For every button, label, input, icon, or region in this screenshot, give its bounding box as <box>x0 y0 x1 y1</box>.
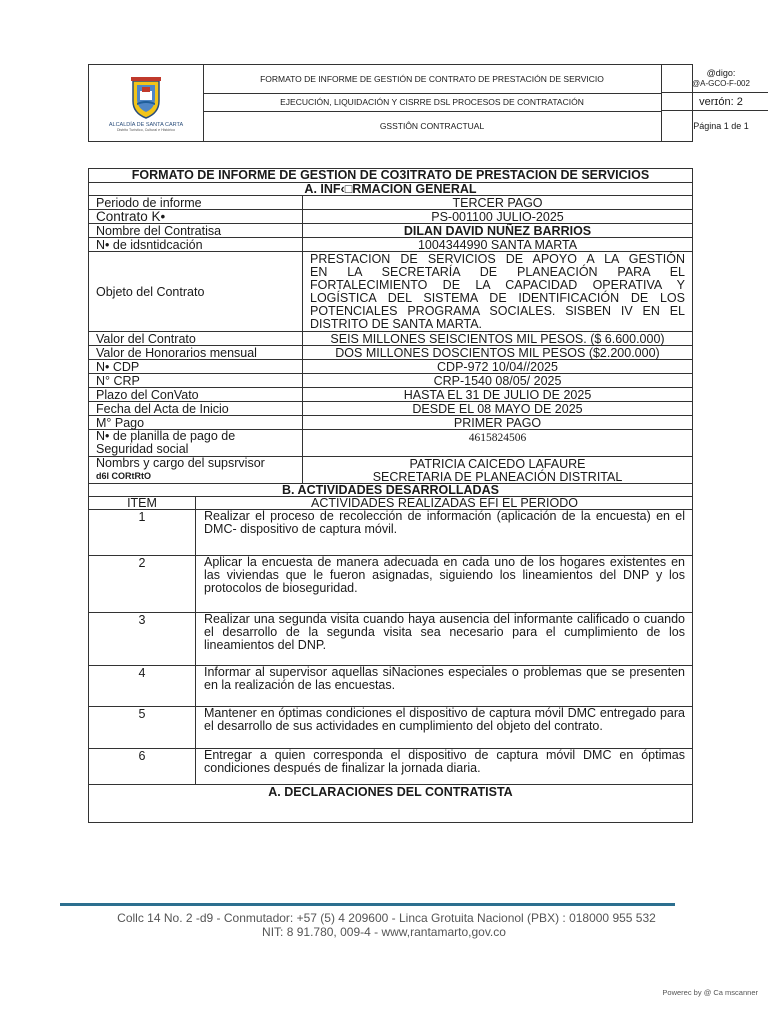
format-title: FORMATO DE INFORME DE GESTIÓN DE CONTRATO DE PRESTACIÓN DE SERVICIO <box>260 74 604 84</box>
logo-name: ALCALDÍA DE SANTA CARTA <box>108 122 184 128</box>
field-value: PS-001100 JULIO-2025 <box>431 209 564 224</box>
logo-cell <box>89 65 204 141</box>
field-row <box>89 346 692 360</box>
planilla-row <box>89 430 692 457</box>
activity-row <box>89 510 692 556</box>
field-row <box>89 210 692 224</box>
field-row <box>89 238 692 252</box>
field-value: CRP-1540 08/05/ 2025 <box>433 373 562 388</box>
field-value: 1004344990 SANTA MARTA <box>417 237 578 252</box>
field-label: Periodo de informe <box>89 196 303 209</box>
objeto-line: FORTALECIMIENTO DE LA CAPACIDAD OPERATIVA Y <box>310 278 685 292</box>
field-label: N• CDP <box>89 360 303 373</box>
declaraciones-row <box>89 785 692 822</box>
footer-address: Collc 14 No. 2 -d9 - Conmutador: +57 (5) 4 209600 - Linca Grotuita Nacionol (PBX) : 018000 955 532 <box>117 911 656 925</box>
activity-text: Aplicar la encuesta de manera adecuada en cada uno de los hogares existentes en las viviendas que le fueron asignadas, siguiendo los lineamientos del DNP y los protocolos de bioseguridad. <box>204 555 685 595</box>
planilla-value: 4615824506 <box>468 432 527 444</box>
supervisor-label <box>89 457 303 483</box>
activity-row <box>89 613 692 666</box>
field-value: DILAN DAVID NUÑEZ BARRIOS <box>403 223 592 238</box>
logo-subtitle: Distrito Turístico, Cultural e Histórico <box>116 128 176 132</box>
objeto-line: DISTRITO DE SANTA MARTA. <box>310 317 483 331</box>
field-value: SEIS MILLONES SEISCIENTOS MIL PESOS. ($ 6.600.000) <box>330 331 665 346</box>
activities-header: ACTIVIDADES REALIZADAS EFI EL PERIODO <box>311 496 578 510</box>
field-row <box>89 374 692 388</box>
activity-row <box>89 556 692 613</box>
activity-number: 1 <box>89 510 196 555</box>
activity-row <box>89 666 692 707</box>
page-number: Página 1 de 1 <box>693 121 749 131</box>
field-label: Plazo del ConVato <box>89 388 303 401</box>
section-a-title: A. INF‹□RMACION GENERAL <box>304 182 477 196</box>
planilla-label-line: N• de planilla de pago de <box>96 429 236 443</box>
scanner-watermark: Powerec by @ Ca mscanner <box>662 988 758 997</box>
code-label: @digo: <box>706 68 736 78</box>
field-label: N• de idsntidcación <box>89 238 303 251</box>
document-header <box>88 64 750 142</box>
field-row <box>89 224 692 238</box>
report-form <box>88 168 693 823</box>
supervisor-name: PATRICIA CAICEDO LAFAURE <box>409 457 586 471</box>
footer-divider <box>60 903 675 906</box>
process-name: EJECUCIÓN, LIQUIDACIÓN Y CISRRE DSL PROCESOS DE CONTRATACIÓN <box>280 97 584 107</box>
planilla-label <box>89 430 303 456</box>
header-middle <box>203 65 662 141</box>
city-shield-logo <box>131 77 161 119</box>
field-value: TERCER PAGO <box>452 195 543 210</box>
activity-row <box>89 707 692 749</box>
field-label: Valor de Honorarios mensual <box>89 346 303 359</box>
activity-number: 3 <box>89 613 196 665</box>
supervisor-label-line: d6l CORtRtO <box>96 471 151 481</box>
field-label: Valor del Contrato <box>89 332 303 345</box>
area-name: GSSTIÔN CONTRACTUAL <box>379 121 485 131</box>
item-header: ITEM <box>89 497 196 509</box>
supervisor-role: SECRETARIA DE PLANEACIÓN DISTRITAL <box>372 470 623 484</box>
supervisor-label-line: Nombrs y cargo del supsrvisor <box>96 456 265 470</box>
form-title: FORMATO DE INFORME DE GESTION DE CO3ITRATO DE PRESTACION DE SERVICIOS <box>131 168 650 182</box>
field-row <box>89 332 692 346</box>
code-value: @A-GCO-F-002 <box>692 79 750 88</box>
activity-number: 6 <box>89 749 196 784</box>
field-label: Contrato K• <box>89 210 303 223</box>
objeto-line: EN LA SECRETARÍA DE PLANEACIÓN PARA EL <box>310 265 685 279</box>
activity-text: Realizar una segunda visita cuando haya ausencia del informante calificado o cuando el desarrollo de la segunda visita sea necesario para el cumplimiento de los lineamientos del DNP. <box>204 612 685 652</box>
activity-text: Mantener en óptimas condiciones el dispositivo de captura móvil DMC entregado para el desarrollo de sus actividades en cumplimiento del objeto del contrato. <box>204 706 685 733</box>
field-value: DOS MILLONES DOSCIENTOS MIL PESOS ($2.200.000) <box>335 345 660 360</box>
field-row <box>89 416 692 430</box>
activity-row <box>89 749 692 785</box>
field-row <box>89 196 692 210</box>
footer-nit: NIT: 8 91.780, 009-4 - www,rantamarto,gov.co <box>262 925 506 939</box>
field-value: DESDE EL 08 MAYO DE 2025 <box>412 401 583 416</box>
objeto-value <box>303 252 692 331</box>
activity-text: Realizar el proceso de recolección de información (aplicación de la encuesta) en el DMC- dispositivo de captura móvil. <box>204 509 685 536</box>
objeto-line: LOGÍSTICA DEL SISTEMA DE IDENTIFICACIÓN DE LOS <box>310 291 685 305</box>
field-label: N° CRP <box>89 374 303 387</box>
supervisor-value <box>303 457 692 483</box>
field-value: PRIMER PAGO <box>453 415 542 430</box>
field-label: Nombre del Contratisa <box>89 224 303 237</box>
version: verɪón: 2 <box>661 93 768 111</box>
field-row <box>89 360 692 374</box>
field-row <box>89 388 692 402</box>
field-value: HASTA EL 31 DE JULIO DE 2025 <box>403 387 592 402</box>
section-b-title: B. ACTIVIDADES DESARROLLADAS <box>282 483 499 497</box>
activity-number: 5 <box>89 707 196 748</box>
field-label: M° Pago <box>89 416 303 429</box>
field-row <box>89 402 692 416</box>
activity-number: 4 <box>89 666 196 706</box>
header-right <box>661 65 768 141</box>
supervisor-row <box>89 457 692 484</box>
declaraciones-title: A. DECLARACIONES DEL CONTRATISTA <box>268 785 513 799</box>
objeto-line: PRESTACION DE SERVICIOS DE APOYO A LA GESTIÓN <box>310 252 685 266</box>
planilla-label-line: Seguridad social <box>96 442 189 456</box>
activity-text: Informar al supervisor aquellas siNaciones especiales o problemas que se presenten en la realización de las encuestas. <box>204 665 685 692</box>
activity-text: Entregar a quien corresponda el dispositivo de captura móvil DMC en óptimas condiciones después de finalizar la jornada diaria. <box>204 748 685 775</box>
objeto-label: Objeto del Contrato <box>89 252 303 331</box>
field-value: CDP-972 10/04//2025 <box>437 359 558 374</box>
field-label: Fecha del Acta de Inicio <box>89 402 303 415</box>
objeto-row <box>89 252 692 332</box>
objeto-line: POTENCIALES PROGRAMA SOCIALES. SISBEN IV EN EL <box>310 304 685 318</box>
activity-number: 2 <box>89 556 196 612</box>
